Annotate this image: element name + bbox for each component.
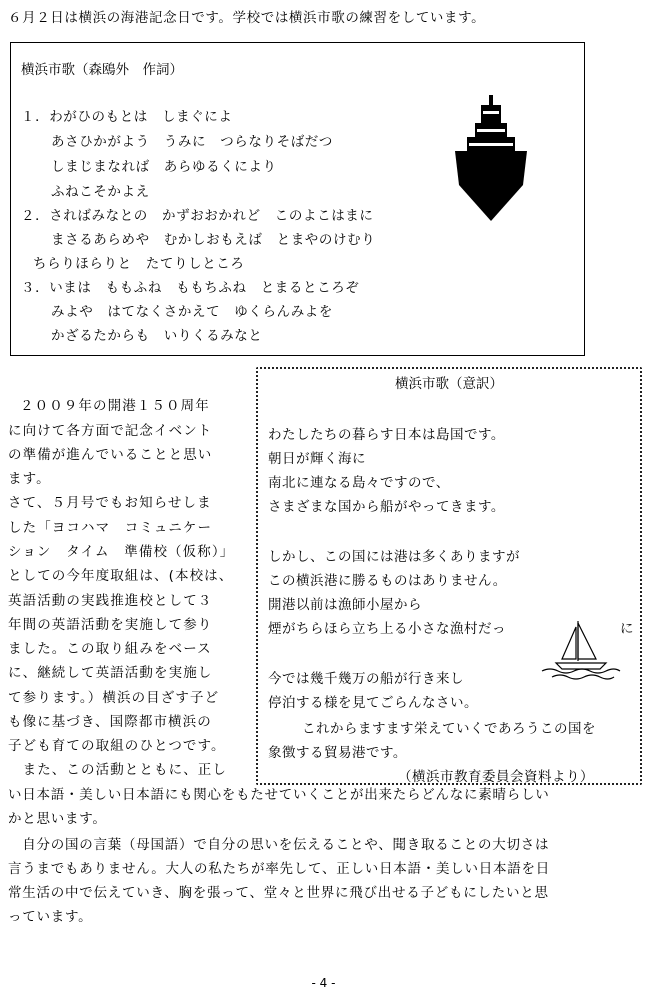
body-line: さて、５月号でもお知らせしま bbox=[8, 495, 212, 511]
translation-line: 朝日が輝く海に bbox=[268, 451, 366, 467]
body-line: に、継続して英語活動を実施し bbox=[8, 665, 213, 681]
song-line: ２．さればみなとの かずおおかれど このよこはまに bbox=[21, 208, 374, 224]
translation-line: に bbox=[620, 621, 634, 637]
body-line: に向けて各方面で記念イベント bbox=[8, 423, 213, 439]
translation-line: 南北に連なる島々ですので、 bbox=[268, 475, 450, 491]
translation-source: （横浜市教育委員会資料より） bbox=[398, 769, 594, 785]
body-line: ２００９年の開港１５０周年 bbox=[20, 398, 210, 414]
body-line: 常生活の中で伝えていき、胸を張って、堂々と世界に飛び出せる子どもにしたいと思 bbox=[8, 885, 549, 901]
body-line: かと思います。 bbox=[8, 811, 107, 827]
translation-title: 横浜市歌（意訳） bbox=[395, 376, 503, 392]
body-line: 子ども育ての取組のひとつです。 bbox=[8, 738, 226, 754]
translation-line: この横浜港に勝るものはありません。 bbox=[268, 573, 507, 589]
song-box bbox=[10, 42, 585, 356]
body-line: の準備が進んでいることと思い bbox=[8, 447, 213, 463]
body-line: 英語活動の実践推進校として３ bbox=[8, 593, 213, 609]
body-line: い日本語・美しい日本語にも関心をもたせていくことが出来たらどんなに素晴らしい bbox=[8, 787, 550, 803]
body-line: 年間の英語活動を実施して参り bbox=[8, 617, 213, 633]
translation-line: 開港以前は漁師小屋から bbox=[268, 597, 422, 613]
body-line: 言うまでもありません。大人の私たちが率先して、正しい日本語・美しい日本語を日 bbox=[8, 861, 551, 877]
translation-line: 煙がちらほら立ち上る小さな漁村だっ bbox=[268, 621, 506, 637]
song-line: あさひかがよう うみに つらなりそばだつ bbox=[51, 134, 333, 150]
body-line: ション タイム 準備校（仮称）」 bbox=[8, 544, 235, 560]
song-line: １．わがひのもとは しまぐによ bbox=[21, 109, 233, 125]
body-line: ました。この取り組みをベース bbox=[8, 641, 212, 657]
ship-icon bbox=[451, 93, 531, 223]
translation-line: しかし、この国には港は多くありますが bbox=[268, 549, 520, 565]
song-title: 横浜市歌（森鴎外 作詞） bbox=[21, 62, 183, 78]
body-line: て参ります。）横浜の目ざす子ど bbox=[8, 690, 220, 706]
song-line: ちらりほらりと たてりしところ bbox=[33, 256, 245, 272]
sailboat-icon bbox=[538, 617, 622, 685]
body-line: としての今年度取組は、(本校は、 bbox=[8, 568, 234, 584]
intro-text: ６月２日は横浜の海港記念日です。学校では横浜市歌の練習をしています。 bbox=[8, 10, 486, 26]
translation-line: 停泊する様を見てごらんなさい。 bbox=[268, 695, 478, 711]
translation-line: 今では幾千幾万の船が行き来し bbox=[268, 671, 464, 687]
translation-line: わたしたちの暮らす日本は島国です。 bbox=[268, 427, 505, 443]
translation-line: さまざまな国から船がやってきます。 bbox=[268, 499, 505, 515]
page-number: - 4 - bbox=[311, 976, 336, 990]
song-line: みよや はてなくさかえて ゆくらんみよを bbox=[51, 304, 333, 320]
song-line: しまじまなれば あらゆるくにより bbox=[51, 159, 277, 175]
translation-box bbox=[256, 367, 642, 785]
body-line: っています。 bbox=[8, 909, 93, 925]
song-line: かざるたからも いりくるみなと bbox=[51, 328, 263, 344]
translation-line: 象徴する貿易港です。 bbox=[268, 745, 407, 761]
body-line: も像に基づき、国際都市横浜の bbox=[8, 714, 212, 730]
body-line: また、この活動とともに、正し bbox=[8, 762, 227, 778]
body-line: ます。 bbox=[8, 471, 51, 487]
translation-line: これからますます栄えていくであろうこの国を bbox=[302, 721, 596, 737]
song-line: ３．いまは ももふね ももちふね とまるところぞ bbox=[21, 280, 360, 296]
body-line: した「ヨコハマ コミュニケー bbox=[8, 520, 213, 536]
body-line: 自分の国の言葉（母国語）で自分の思いを伝えることや、聞き取ることの大切さは bbox=[8, 837, 550, 853]
song-line: ふねこそかよえ bbox=[51, 184, 150, 200]
song-line: まさるあらめや むかしおもえば とまやのけむり bbox=[51, 232, 376, 248]
